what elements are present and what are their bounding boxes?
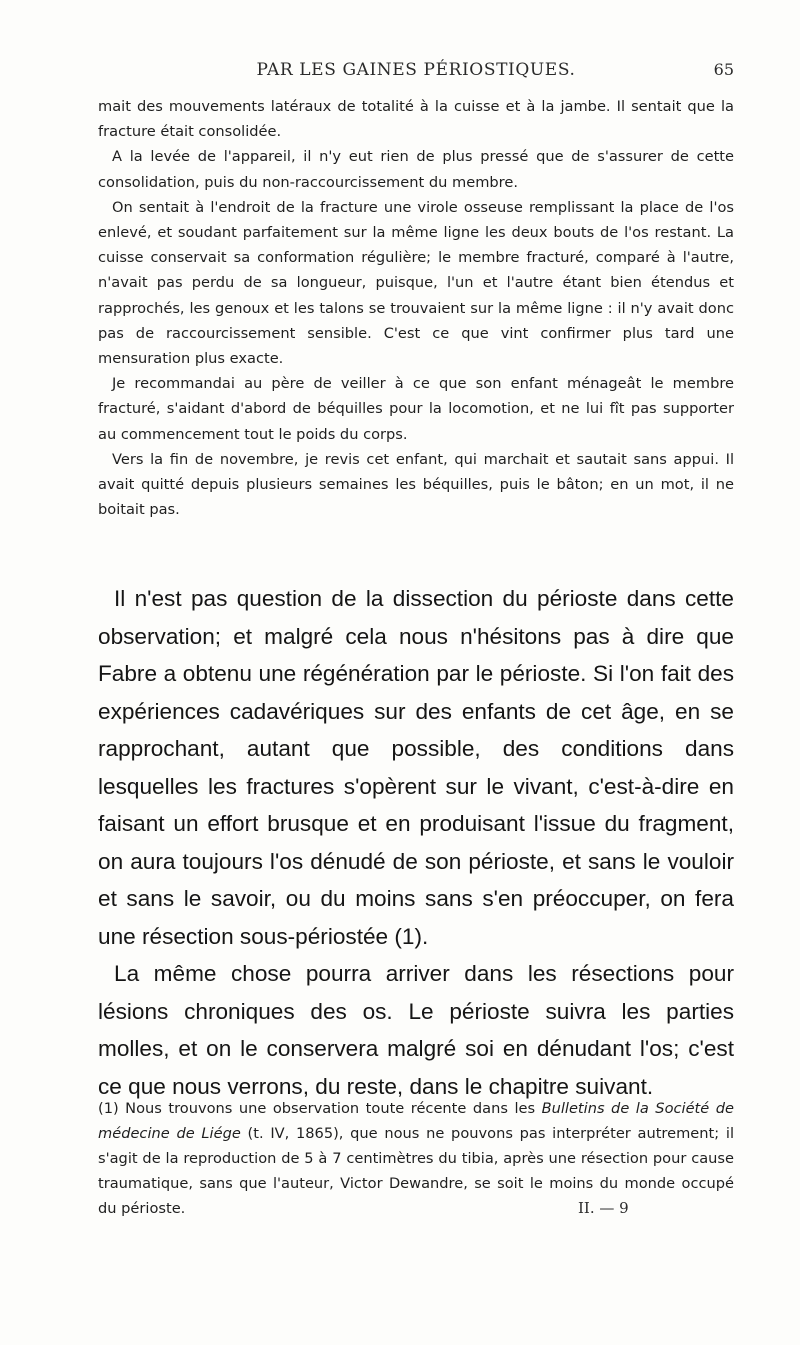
- paragraph: A la levée de l'appareil, il n'y eut rien de plus pressé que de s'assurer de cette consolidation, puis du non-raccourcissement du membre.: [98, 148, 734, 191]
- running-head: [98, 60, 734, 84]
- footnote-citation: Bulletins de la Société de médecine de Liége: [98, 1100, 734, 1142]
- paragraph: Vers la fin de novembre, je revis cet enfant, qui marchait et sautait sans appui. Il avait quitté depuis plusieurs semaines les béquilles, puis le bâton; en un mot, il ne boitait pas.: [98, 450, 734, 519]
- running-title: PAR LES GAINES PÉRIOSTIQUES.: [256, 60, 576, 80]
- paragraph: Il n'est pas question de la dissection du périoste dans cette observation; et malgré cela nous n'hésitons pas à dire que Fabre a obtenu une régénération par le périoste. Si l'on fait des expériences cadavériques sur des enfants de cet âge, en se rapprochant, autant que possible, des conditions dans lesquelles les fractures s'opèrent sur le vivant, c'est-à-dire en faisant un effort brusque et en produisant l'issue du fragment, on aura toujours l'os dénudé de son périoste, et sans le vouloir et sans le savoir, ou du moins sans s'en préoccuper, on fera une résection sous-périostée (1).: [98, 586, 734, 949]
- footnote: [98, 1096, 734, 1221]
- page-number: 65: [713, 60, 734, 79]
- paragraph: mait des mouvements latéraux de totalité à la cuisse et à la jambe. Il sentait que la fracture était consolidée.: [98, 98, 734, 141]
- signature-mark: II. — 9: [578, 1199, 629, 1217]
- observation-text: [98, 94, 734, 522]
- paragraph: La même chose pourra arriver dans les résections pour lésions chroniques des os. Le périoste suivra les parties molles, et on le conservera malgré soi en dénudant l'os; c'est ce que nous verrons, du reste, dans le chapitre suivant.: [98, 961, 734, 1099]
- paragraph: On sentait à l'endroit de la fracture une virole osseuse remplissant la place de l'os enlevé, et soudant parfaitement sur la même ligne les deux bouts de l'os restant. La cuisse conservait sa conformation régulière; le membre fracturé, comparé à l'autre, n'avait pas perdu de sa longueur, puisque, l'un et l'autre étant bien étendus et rapprochés, les genoux et les talons se trouvaient sur la même ligne : il n'y avait donc pas de raccourcissement sensible. C'est ce que vint confirmer plus tard une mensuration plus exacte.: [98, 198, 734, 368]
- commentary-text: [98, 580, 734, 1105]
- footnote-text: (1) Nous trouvons une observation toute récente dans les Bulletins de la Société de médecine de Liége (t. IV, 1865), que nous ne pouvons pas interpréter autrement; il s'agit de la reproduction de 5 à 7 centimètres du tibia, après une résection pour cause traumatique, sans que l'auteur, Victor Dewandre, se soit le moins du monde occupé du périoste.: [98, 1100, 734, 1217]
- paragraph: Je recommandai au père de veiller à ce que son enfant ménageât le membre fracturé, s'aidant d'abord de béquilles pour la locomotion, et ne lui fît pas supporter au commencement tout le poids du corps.: [98, 375, 734, 443]
